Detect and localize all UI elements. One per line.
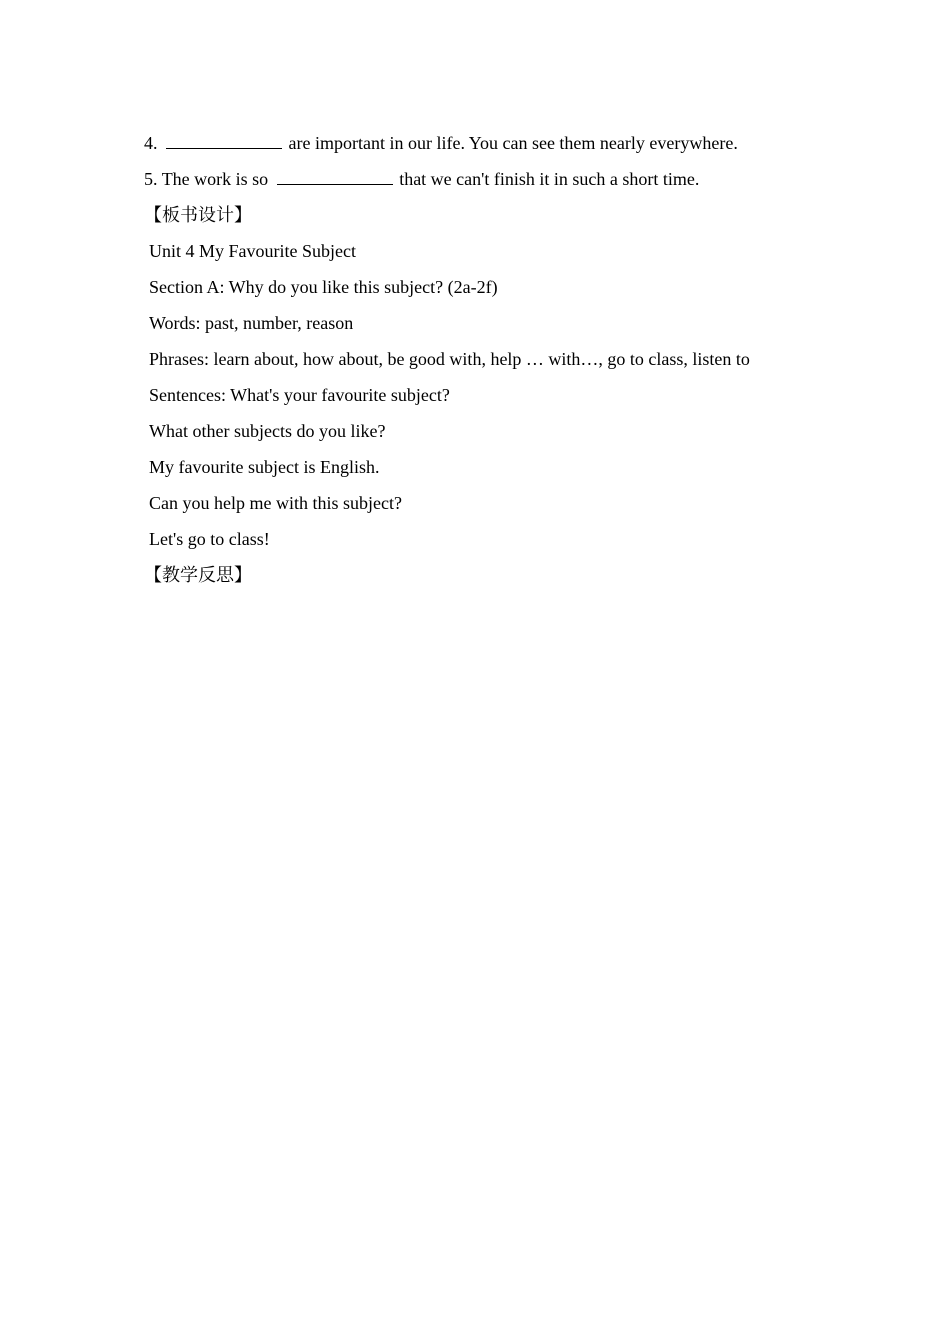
exercise-text-after: that we can't finish it in such a short time. — [399, 169, 700, 189]
exercise-text: are important in our life. You can see them nearly everywhere. — [288, 133, 738, 153]
words-line: Words: past, number, reason — [149, 313, 354, 333]
exercise-text-before: The work is so — [161, 169, 269, 189]
sentence-item: What other subjects do you like? — [149, 421, 386, 441]
phrases-line: Phrases: learn about, how about, be good with, help … with…, go to class, listen to — [149, 349, 750, 369]
sentence-item: Can you help me with this subject? — [149, 493, 402, 513]
sentences-line: Sentences: What's your favourite subject? — [149, 385, 450, 405]
answer-blank — [277, 165, 393, 185]
exercise-number: 5. — [144, 169, 158, 189]
section-title: Section A: Why do you like this subject? (2a-2f) — [149, 277, 498, 297]
exercise-item-4 — [144, 125, 824, 161]
board-design-heading: 【板书设计】 — [144, 205, 252, 225]
exercise-item-5 — [144, 161, 824, 197]
answer-blank — [166, 129, 282, 149]
unit-title: Unit 4 My Favourite Subject — [149, 241, 356, 261]
exercise-number: 4. — [144, 133, 158, 153]
document-content — [144, 125, 824, 593]
sentence-item: My favourite subject is English. — [149, 457, 380, 477]
sentence-item: Let's go to class! — [149, 529, 270, 549]
reflection-heading: 【教学反思】 — [144, 565, 252, 585]
